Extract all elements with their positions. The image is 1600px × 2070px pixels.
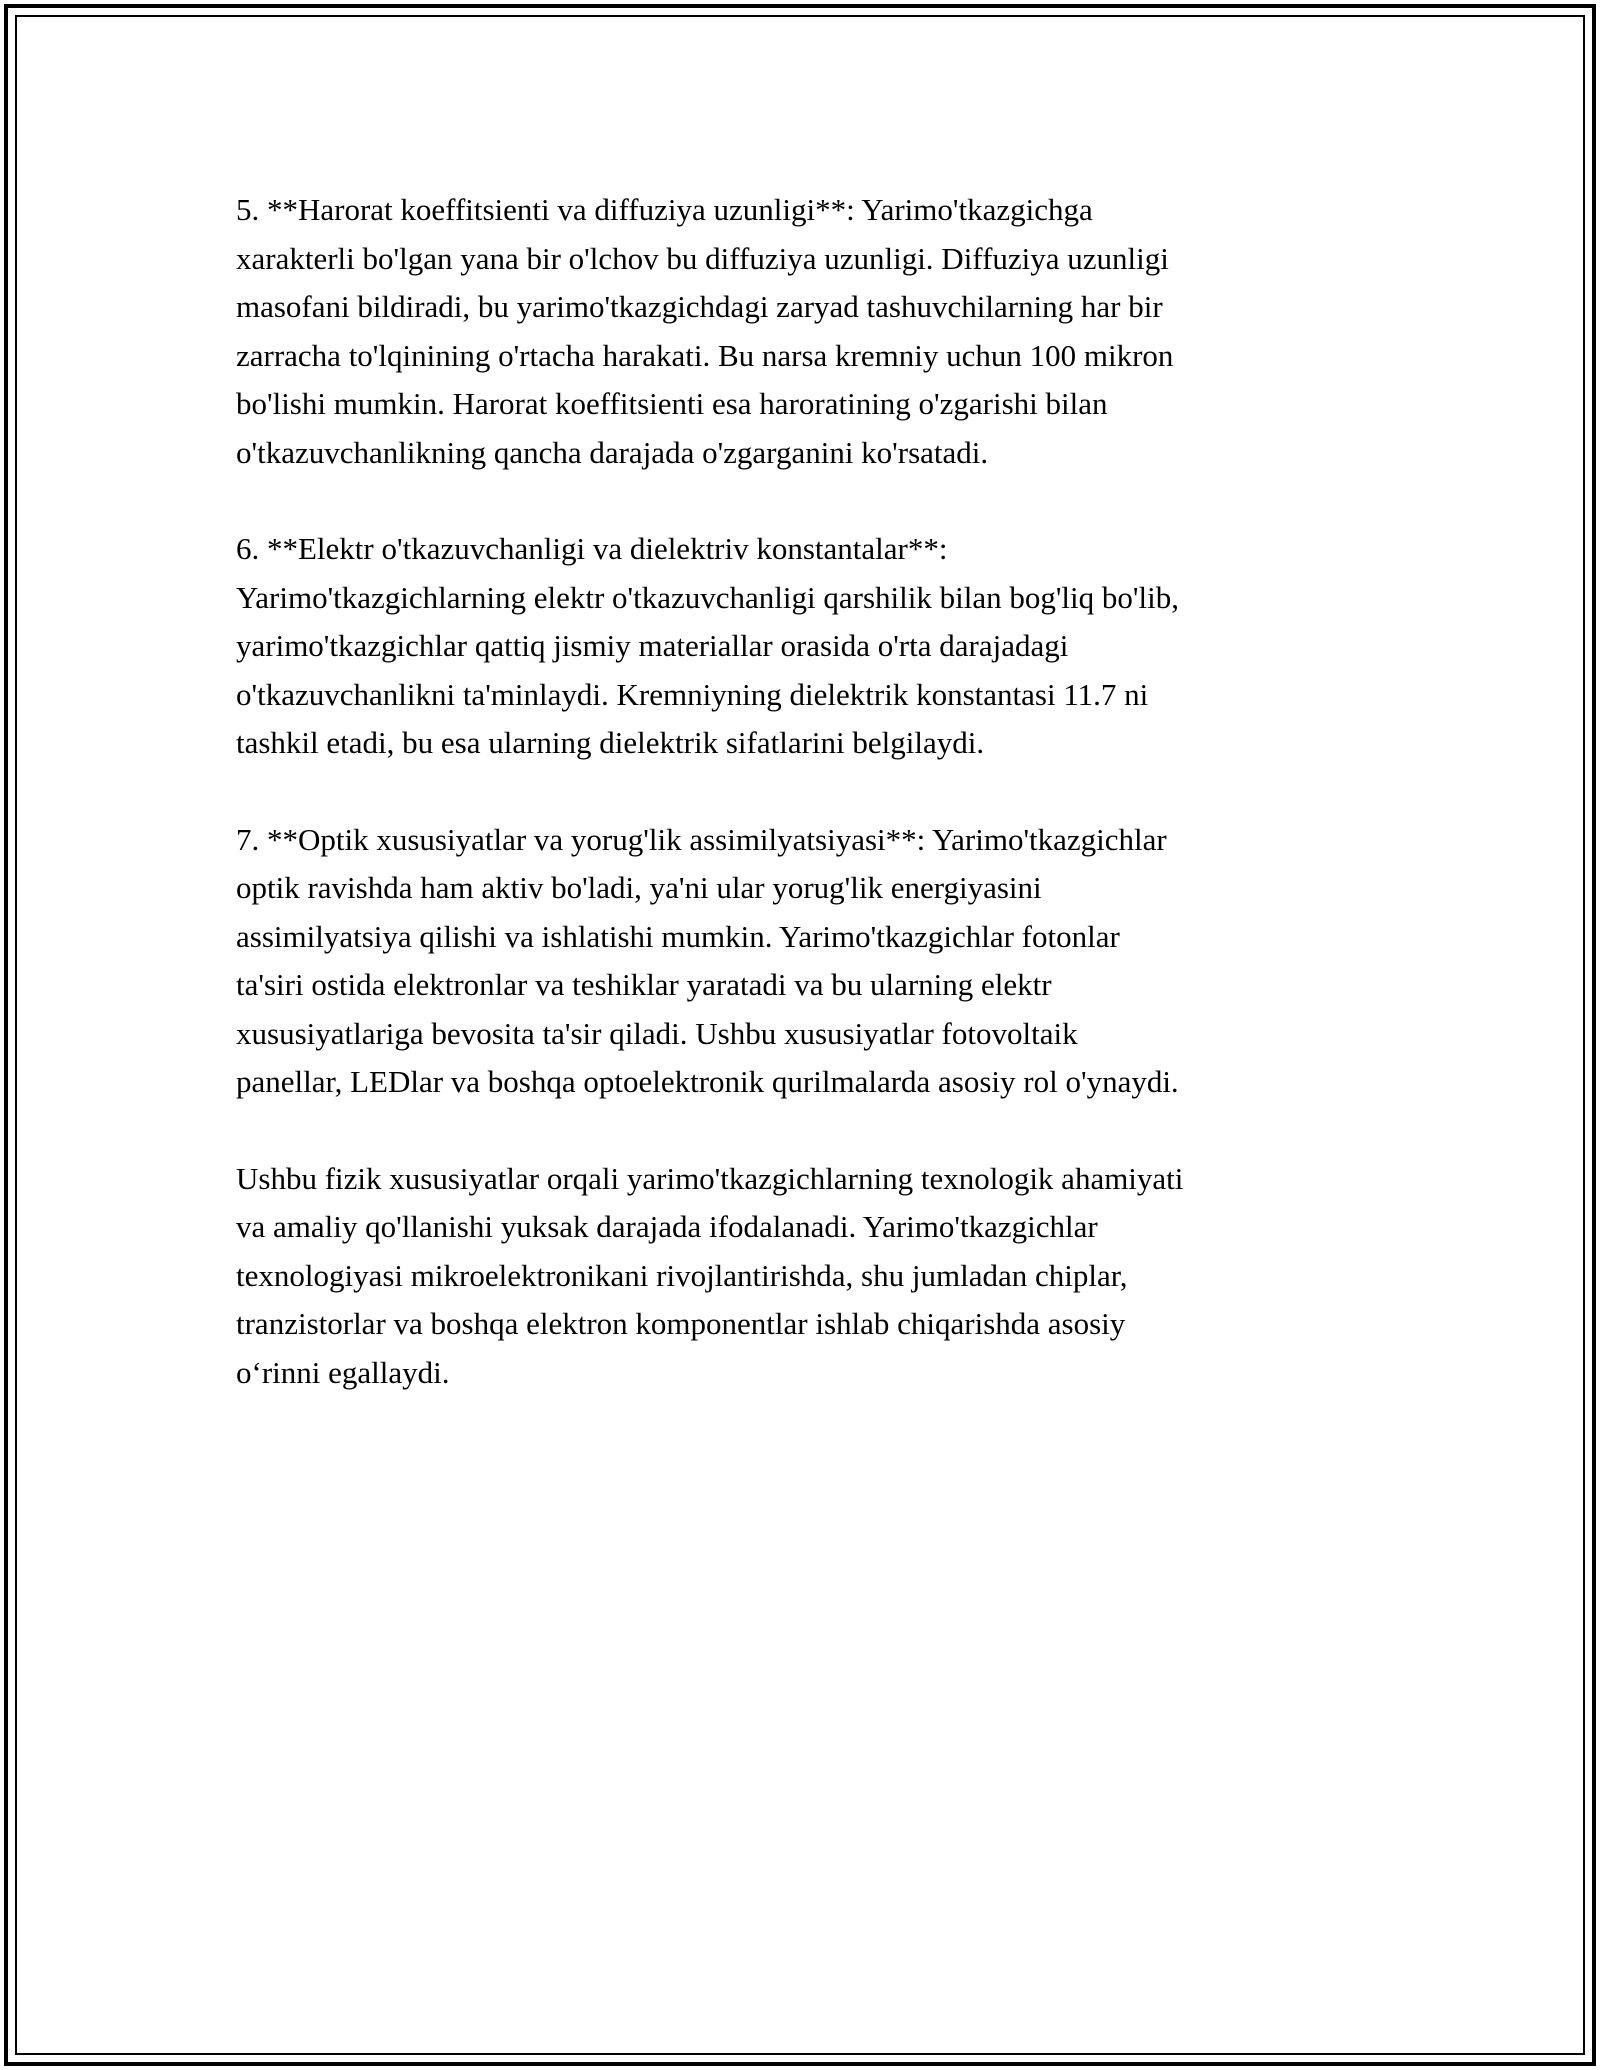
paragraph-optical-properties: 7. **Optik xususiyatlar va yorug'lik assimilyatsiyasi**: Yarimo'tkazgichlar optik ravishda ham aktiv bo'ladi, ya'ni ular yorug'lik energiyasini assimilyatsiya qilishi va ishlatishi mumkin. Yarimo'tkazgichlar fotonlar ta'siri ostida elektronlar va teshiklar yaratadi va bu ularning elektr xususiyatlariga bevosita ta'sir qiladi. Ushbu xususiyatlar fotovoltaik panellar, LEDlar va boshqa optoelektronik qurilmalarda asosiy rol o'ynaydi. (236, 821, 1179, 1099)
paragraph-diffusion-length: 5. **Harorat koeffitsienti va diffuziya uzunligi**: Yarimo'tkazgichga xarakterli bo'lgan yana bir o'lchov bu diffuziya uzunligi. Diffuziya uzunligi masofani bildiradi, bu yarimo'tkazgichdagi zaryad tashuvchilarning har bir zarracha to'lqinining o'rtacha harakati. Bu narsa kremniy uchun 100 mikron bo'lishi mumkin. Harorat koeffitsienti esa haroratining o'zgarishi bilan o'tkazuvchanlikning qancha darajada o'zgarganini ko'rsatadi. (236, 192, 1174, 470)
document-body (236, 186, 1366, 1445)
paragraph-conclusion: Ushbu fizik xususiyatlar orqali yarimo'tkazgichlarning texnologik ahamiyati va amaliy qo'llanishi yuksak darajada ifodalanadi. Yarimo'tkazgichlar texnologiyasi mikroelektronikani rivojlantirishda, shu jumladan chiplar, tranzistorlar va boshqa elektron komponentlar ishlab chiqarishda asosiy o‘rinni egallaydi. (236, 1160, 1184, 1390)
paragraph-electrical-conductivity: 6. **Elektr o'tkazuvchanligi va dielektriv konstantalar**: Yarimo'tkazgichlarning elektr o'tkazuvchanligi qarshilik bilan bog'liq bo'lib, yarimo'tkazgichlar qattiq jismiy materiallar orasida o'rta darajadagi o'tkazuvchanlikni ta'minlaydi. Kremniyning dielektrik konstantasi 11.7 ni tashkil etadi, bu esa ularning dielektrik sifatlarini belgilaydi. (236, 531, 1179, 760)
